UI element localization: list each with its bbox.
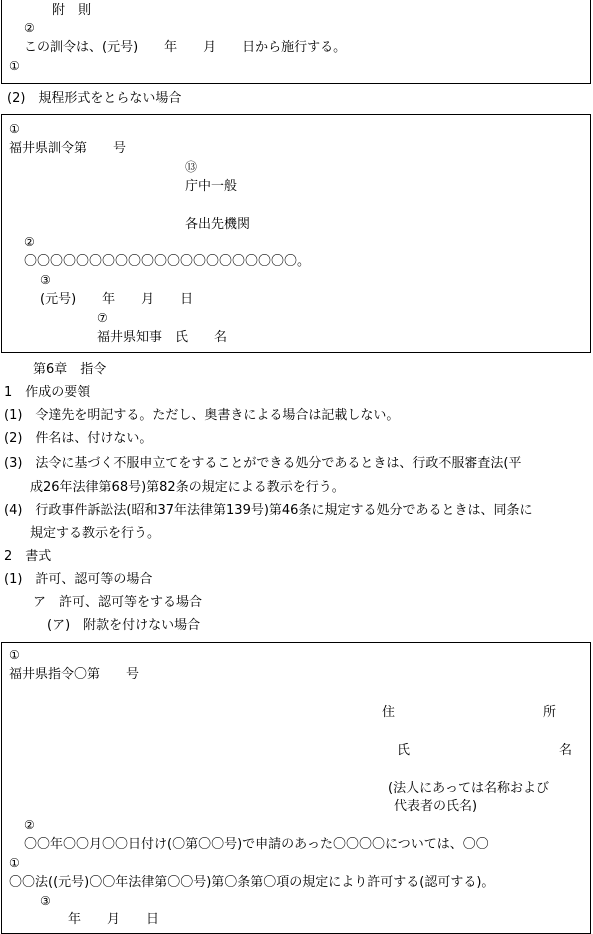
item-1: (1) 令達先を明記する。ただし、奥書きによる場合は記載しない。 [4,408,400,423]
circled-number-1: ① [9,59,20,73]
instruction-date: (元号) 年 月 日 [40,292,194,307]
circled-number-1: ① [9,122,20,136]
addressee-general: 庁中一般 [185,179,238,194]
circled-number-3: ③ [40,894,51,908]
item-3-line-1: (3) 法令に基づく不服申立てをすることができる処分であるときは、行政不服審査法(平 [4,456,522,471]
directive-date: 年 月 日 [68,912,160,927]
item-4-line-1: (4) 行政事件訴訟法(昭和37年法律第139号)第46条に規定する処分であるときは、同条に [4,503,533,518]
corporate-note-line-2: 代表者の氏名) [394,799,478,814]
subsection-a-1: (ア) 附款を付けない場合 [47,618,201,633]
directive-number: 福井県指令〇第 号 [9,667,140,682]
subsection-1: (1) 許可、認可等の場合 [4,572,153,587]
item-3-line-2: 成26年法律第68号)第82条の規定による教示を行う。 [30,480,345,495]
circled-number-1: ① [9,648,20,662]
supplementary-provisions-heading: 附 則 [52,3,92,18]
directive-body-line-2: 〇〇法((元号)〇〇年法律第〇〇号)第〇条第〇項の規定により許可する(認可する)。 [9,875,495,890]
addressee-branch: 各出先機関 [185,217,251,232]
name-label: 氏 [397,743,411,758]
name-label-end: 名 [559,743,573,758]
address-label: 住 [382,705,396,720]
directive-body-line-1: 〇〇年〇〇月〇〇日付け(〇第〇〇号)で申請のあった〇〇〇〇については、〇〇 [24,837,489,852]
section-1-heading: 1 作成の要領 [4,385,91,400]
subsection-a: ア 許可、認可等をする場合 [33,595,203,610]
circled-number-7: ⑦ [97,311,108,325]
chapter-title: 第6章 指令 [33,362,107,377]
instruction-number: 福井県訓令第 号 [9,141,127,156]
circled-number-2: ② [24,235,35,249]
circled-number-1: ① [9,856,20,870]
corporate-note-line-1: (法人にあっては名称および [388,781,549,796]
circled-number-3: ③ [40,273,51,287]
circled-number-2: ② [24,818,35,832]
governor-signature: 福井県知事 氏 名 [97,330,228,345]
item-2: (2) 件名は、付けない。 [4,431,153,446]
circled-number-2: ② [24,21,35,35]
enforcement-text: この訓令は、(元号) 年 月 日から施行する。 [24,40,347,55]
address-label-end: 所 [543,705,557,720]
circled-number-13: ⑬ [185,160,198,174]
item-4-line-2: 規定する教示を行う。 [30,526,161,541]
instruction-body: 〇〇〇〇〇〇〇〇〇〇〇〇〇〇〇〇〇〇〇〇〇。 [24,254,311,269]
section-2-heading: 2 書式 [4,549,52,564]
section-heading-kitei: (2) 規程形式をとらない場合 [7,91,182,106]
